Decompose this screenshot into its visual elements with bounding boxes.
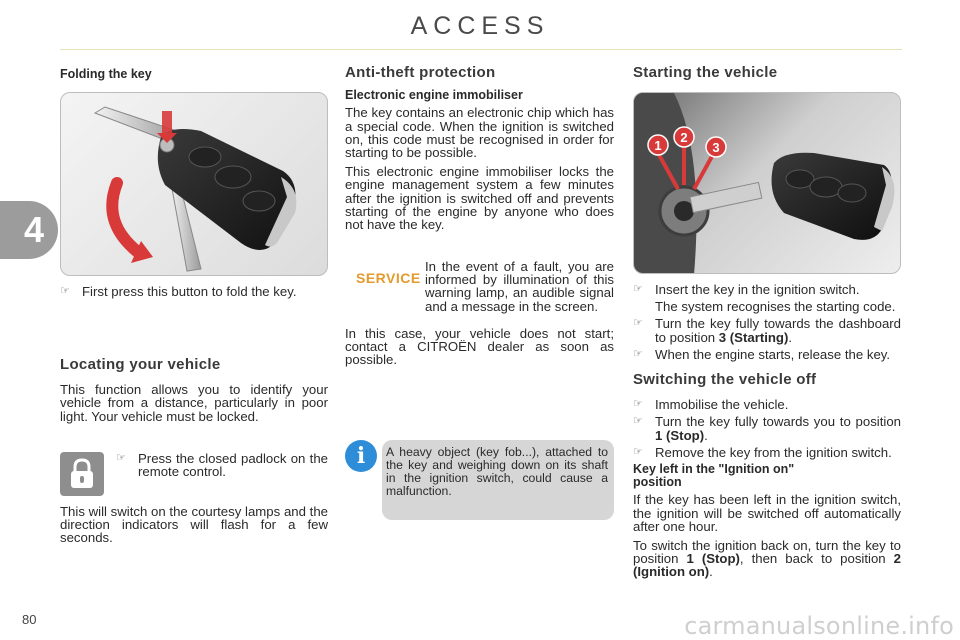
immobiliser-subheading: Electronic engine immobiliser [345, 88, 523, 103]
starting-bullet-1: ☞ Insert the key in the ignition switch. [633, 282, 860, 297]
locating-heading: Locating your vehicle [60, 356, 221, 373]
immobiliser-p2: This electronic engine immobiliser locks the engine management system a few minutes after the ignition is switched off and prevents starting of the engine by anyone who does not have the key. [345, 164, 614, 233]
key-folding-photo [60, 92, 328, 276]
dealer-text: In this case, your vehicle does not start; contact a CITROËN dealer as soon as possible. [345, 326, 614, 368]
bullet-marker-icon: ☞ [633, 398, 643, 411]
info-icon: i [345, 440, 377, 472]
bullet-marker-icon: ☞ [633, 347, 643, 360]
starting-bullet-2: ☞ Turn the key fully towards the dashboard to position 3 (Starting). [633, 316, 901, 345]
marker-1: 1 [654, 138, 662, 153]
ignition-photo [633, 92, 901, 274]
folding-heading: Folding the key [60, 67, 152, 81]
starting-heading: Starting the vehicle [633, 64, 778, 81]
right-column [633, 66, 901, 79]
locating-outro: This will switch on the courtesy lamps and the direction indicators will flash for a few seconds. [60, 504, 328, 546]
key-left-subheading: Key left in the "Ignition on" position [633, 462, 795, 490]
page-title: ACCESS [410, 12, 550, 40]
page-number: 80 [22, 612, 37, 627]
service-warning-icon: SERVICE [356, 270, 421, 286]
switching-off-heading: Switching the vehicle off [633, 371, 817, 389]
fault-text: In the event of a fault, you are informed by illumination of this warning lamp, an audible signal and a message in the screen. [425, 259, 614, 314]
marker-3: 3 [712, 140, 720, 155]
key-left-p2: To switch the ignition back on, turn the key to position 1 (Stop), then back to position 2 (Ignition on). [633, 538, 901, 580]
middle-column [345, 66, 614, 237]
switching-bullet-3: ☞ Remove the key from the ignition switch. [633, 444, 892, 460]
starting-bullet-3: ☞ When the engine starts, release the key. [633, 346, 891, 362]
key-left-p1: If the key has been left in the ignition switch, the ignition will be switched off automatically after one hour. [633, 492, 901, 534]
switching-bullet-1: ☞ Immobilise the vehicle. [633, 397, 789, 413]
ignition-illustration [634, 93, 901, 274]
closed-padlock-icon [60, 452, 104, 496]
bullet-marker-icon: ☞ [633, 317, 643, 330]
folding-bullet: ☞ First press this button to fold the key. [60, 284, 297, 299]
bullet-marker-icon: ☞ [60, 285, 70, 297]
marker-2: 2 [680, 130, 688, 145]
bullet-marker-icon: ☞ [633, 445, 643, 458]
watermark: carmanualsonline.info [684, 612, 954, 640]
immobiliser-p1: The key contains an electronic chip which has a special code. When the ignition is switched on, this code must be recognised in order for starting to be possible. [345, 105, 614, 161]
locating-bullet: ☞ Press the closed padlock on the remote control. [116, 451, 328, 480]
anti-theft-heading: Anti-theft protection [345, 64, 496, 81]
chapter-tab: 4 [0, 201, 58, 259]
starting-bullet-1-followup: The system recognises the starting code. [655, 299, 896, 315]
bullet-marker-icon: ☞ [633, 415, 643, 428]
left-column [60, 68, 328, 81]
bullet-marker-icon: ☞ [633, 283, 643, 295]
info-note-text: A heavy object (key fob...), attached to the key and weighing down on its shaft in the ignition switch, could cause a malfunction. [386, 445, 608, 498]
bullet-marker-icon: ☞ [116, 452, 126, 464]
key-fob-illustration [61, 93, 328, 276]
locating-intro: This function allows you to identify your vehicle from a distance, particularly in poor light. Your vehicle must be locked. [60, 382, 328, 424]
header-divider [60, 49, 902, 50]
switching-bullet-2: ☞ Turn the key fully towards you to position 1 (Stop). [633, 414, 901, 443]
